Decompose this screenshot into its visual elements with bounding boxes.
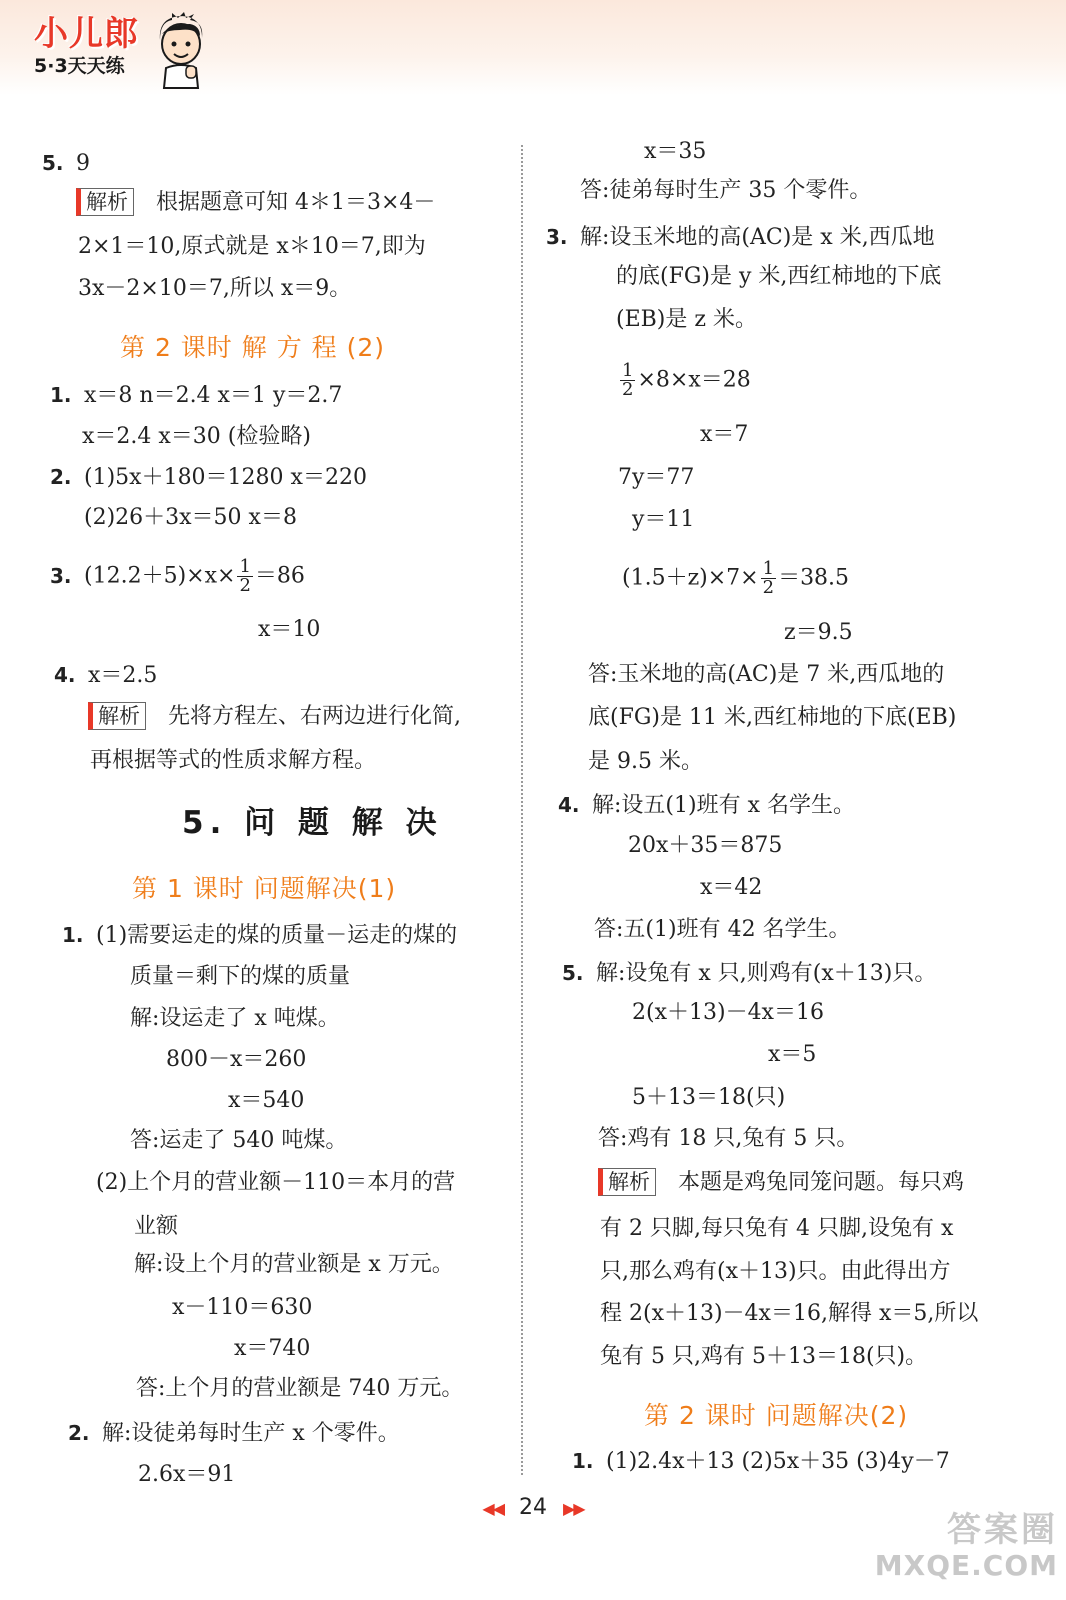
p3-eq3: (1.5＋z)×7× $\frac{1}{2}$ ＝38.5	[622, 558, 850, 598]
p3-line-2: 的底(FG)是 y 米,西红柿地的下底	[616, 264, 942, 289]
s1-line-2: x＝2.4 x＝30 (检验略)	[82, 424, 311, 449]
s2-line-2: (2)26＋3x＝50 x＝8	[84, 505, 297, 530]
s3-equation: 3. (12.2＋5)×x× $\frac{1}{2}$ ＝86	[50, 556, 305, 596]
analysis-tag: 解析	[88, 702, 146, 730]
s1-line-1: 1. x＝8 n＝2.4 x＝1 y＝2.7	[50, 383, 343, 408]
lesson-title-2b: 第 2 课时 问题解决(2)	[644, 1401, 909, 1430]
p3-line-3: (EB)是 z 米。	[616, 307, 757, 332]
brand-name: 小儿郎	[34, 14, 139, 54]
analysis-tag: 解析	[598, 1168, 656, 1196]
brand-logo	[34, 14, 139, 78]
column-divider	[521, 145, 523, 1475]
analysis-block-1-line-1: 解析 根据题意可知 4＊1＝3×4－	[76, 188, 435, 218]
p4-line-2: 20x＋35＝875	[628, 833, 783, 858]
p1-line-8: 业额	[134, 1214, 179, 1239]
p1-line-12: 答:上个月的营业额是 740 万元。	[136, 1376, 464, 1401]
analysis-block-1-line-3: 3x－2×10＝7,所以 x＝9。	[78, 276, 352, 301]
fraction-half: $\frac{1}{2}$	[622, 360, 634, 400]
p4-line-3: x＝42	[700, 875, 763, 900]
prev-page-arrows-icon: ◀◀	[482, 1499, 503, 1518]
p1-line-2: 质量＝剩下的煤的质量	[130, 964, 351, 989]
p2-line-2: 2.6x＝91	[138, 1462, 236, 1487]
next-page-arrows-icon: ▶▶	[563, 1499, 584, 1518]
analysis-block-3-line-3: 只,那么鸡有(x＋13)只。由此得出方	[600, 1259, 951, 1284]
p1-line-1: 1. (1)需要运走的煤的质量－运走的煤的	[62, 923, 458, 948]
p3-answer-line-2: 底(FG)是 11 米,西红柿地的下底(EB)	[588, 705, 957, 730]
fraction-half: $\frac{1}{2}$	[762, 558, 775, 598]
analysis-block-3-line-5: 兔有 5 只,鸡有 5＋13＝18(只)。	[600, 1344, 928, 1369]
p3-line-1: 3. 解:设玉米地的高(AC)是 x 米,西瓜地	[546, 225, 935, 250]
watermark-url: MXQE.COM	[874, 1549, 1058, 1582]
p2-cont-line-2: 答:徒弟每时生产 35 个零件。	[580, 178, 872, 203]
left-q5-answer: 5. 9	[42, 151, 90, 176]
p1-line-9: 解:设上个月的营业额是 x 万元。	[134, 1252, 454, 1277]
p3-eq2-answer: y＝11	[632, 507, 695, 532]
p5-line-4: 5＋13＝18(只)	[632, 1085, 786, 1110]
analysis-tag: 解析	[76, 188, 134, 216]
p1-line-6: 答:运走了 540 吨煤。	[130, 1128, 348, 1153]
p3-answer-line-3: 是 9.5 米。	[588, 749, 703, 774]
p3-answer-line-1: 答:玉米地的高(AC)是 7 米,西瓜地的	[588, 662, 945, 687]
p1-line-10: x－110＝630	[172, 1295, 313, 1320]
p5-line-5: 答:鸡有 18 只,兔有 5 只。	[598, 1126, 859, 1151]
p1-line-11: x＝740	[234, 1336, 311, 1361]
watermark	[868, 1510, 1058, 1582]
analysis-block-2-line-2: 再根据等式的性质求解方程。	[90, 748, 377, 773]
chapter-title: 5. 问 题 解 决	[182, 805, 443, 841]
fraction-half: $\frac{1}{2}$	[239, 556, 251, 596]
p5-line-2: 2(x＋13)－4x＝16	[632, 1000, 824, 1025]
watermark-text: 答案圈	[947, 1510, 1058, 1550]
analysis-block-3-line-4: 程 2(x＋13)－4x＝16,解得 x＝5,所以	[600, 1301, 979, 1326]
analysis-block-2-line-1: 解析 先将方程左、右两边进行化简,	[88, 702, 461, 732]
series-name: 5·3天天练	[34, 55, 125, 77]
lesson-title-1: 第 1 课时 问题解决(1)	[132, 874, 397, 903]
p1-line-5: x＝540	[228, 1088, 305, 1113]
s3-answer: x＝10	[258, 617, 321, 642]
p2-cont-line-1: x＝35	[644, 139, 707, 164]
analysis-block-3-line-1: 解析 本题是鸡兔同笼问题。每只鸡	[598, 1168, 964, 1198]
header-band	[0, 0, 1066, 95]
p2-line-1: 2. 解:设徒弟每时生产 x 个零件。	[68, 1421, 400, 1446]
page-number: 24	[519, 1495, 547, 1520]
s4-answer: 4. x＝2.5	[54, 663, 158, 688]
p5-line-3: x＝5	[768, 1042, 817, 1067]
p4-line-4: 答:五(1)班有 42 名学生。	[594, 917, 851, 942]
p3-eq2: 7y＝77	[618, 465, 695, 490]
p1-line-4: 800－x＝260	[166, 1047, 307, 1072]
p1-line-3: 解:设运走了 x 吨煤。	[130, 1006, 340, 1031]
lesson-title-2: 第 2 课时 解 方 程 (2)	[120, 333, 385, 362]
q1-line-1: 1. (1)2.4x＋13 (2)5x＋35 (3)4y－7	[572, 1449, 950, 1474]
analysis-block-3-line-2: 有 2 只脚,每只兔有 4 只脚,设兔有 x	[600, 1216, 954, 1241]
p3-eq3-answer: z＝9.5	[784, 620, 853, 645]
p3-eq1: $\frac{1}{2}$ ×8×x＝28	[622, 360, 751, 400]
p4-line-1: 4. 解:设五(1)班有 x 名学生。	[558, 793, 855, 818]
mascot-boy-icon	[150, 10, 210, 90]
p1-line-7: (2)上个月的营业额－110＝本月的营	[96, 1170, 456, 1195]
p5-line-1: 5. 解:设兔有 x 只,则鸡有(x＋13)只。	[562, 961, 937, 986]
s2-line-1: 2. (1)5x＋180＝1280 x＝220	[50, 465, 367, 490]
p3-eq1-answer: x＝7	[700, 422, 749, 447]
analysis-block-1-line-2: 2×1＝10,原式就是 x＊10＝7,即为	[78, 234, 426, 259]
